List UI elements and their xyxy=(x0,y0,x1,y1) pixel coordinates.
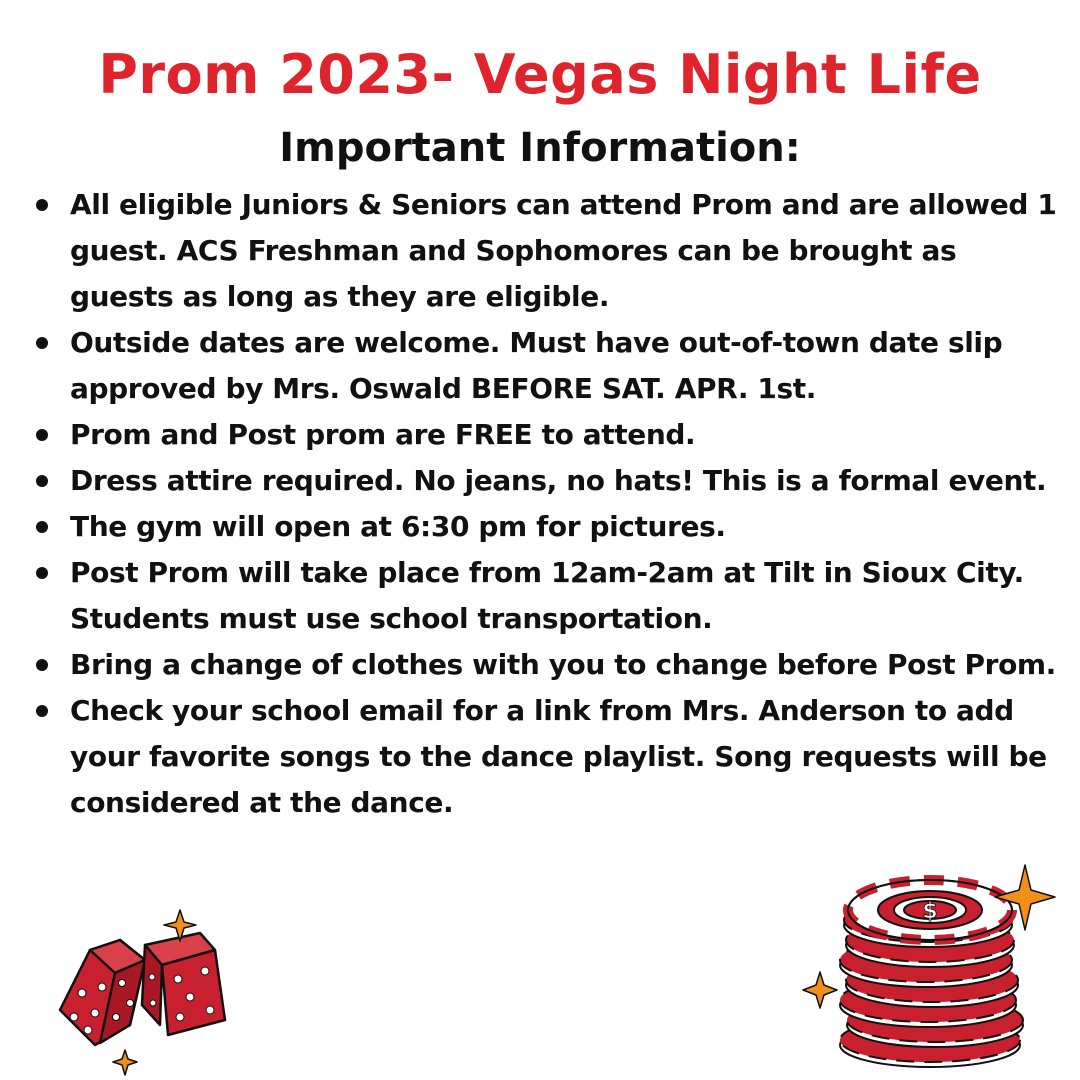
bullet-icon xyxy=(36,475,48,487)
list-item xyxy=(36,458,1066,504)
list-item-text: Prom and Post prom are FREE to attend. xyxy=(70,418,696,451)
bullet-icon xyxy=(36,567,48,579)
bullet-icon xyxy=(36,659,48,671)
list-item-text: Check your school email for a link from Mrs. Anderson to add your favorite songs to the dance playlist. Song requests will be considered at the dance. xyxy=(70,694,1047,819)
list-item xyxy=(36,504,1066,550)
page-subtitle: Important Information: xyxy=(279,125,801,171)
list-item xyxy=(36,550,1066,642)
sparkle-icon xyxy=(803,972,837,1008)
list-item xyxy=(36,642,1066,688)
list-item-text: All eligible Juniors & Seniors can attend Prom and are allowed 1 guest. ACS Freshman and Sophomores can be brought as guests as long as they are eligible. xyxy=(70,188,1057,313)
bullet-icon xyxy=(36,429,48,441)
list-item-text: Post Prom will take place from 12am-2am at Tilt in Sioux City. Students must use school transportation. xyxy=(70,556,1024,635)
svg-text:$: $ xyxy=(922,899,938,924)
list-item xyxy=(36,320,1066,412)
dice-icon xyxy=(50,905,250,1080)
list-item xyxy=(36,688,1066,826)
bullet-icon xyxy=(36,521,48,533)
page-title: Prom 2023- Vegas Night Life xyxy=(98,43,982,106)
list-item-text: Bring a change of clothes with you to change before Post Prom. xyxy=(70,648,1056,681)
sparkle-icon xyxy=(113,1050,137,1075)
list-item-text: Dress attire required. No jeans, no hats! This is a formal event. xyxy=(70,464,1047,497)
bullet-icon xyxy=(36,199,48,211)
bullet-icon xyxy=(36,705,48,717)
list-item-text: Outside dates are welcome. Must have out-of-town date slip approved by Mrs. Oswald BEFORE SAT. APR. 1st. xyxy=(70,326,1003,405)
bullet-icon xyxy=(36,337,48,349)
list-item-text: The gym will open at 6:30 pm for pictures. xyxy=(70,510,726,543)
poker-chips-icon xyxy=(790,860,1065,1075)
info-list xyxy=(36,182,1066,826)
list-item xyxy=(36,182,1066,320)
list-item xyxy=(36,412,1066,458)
